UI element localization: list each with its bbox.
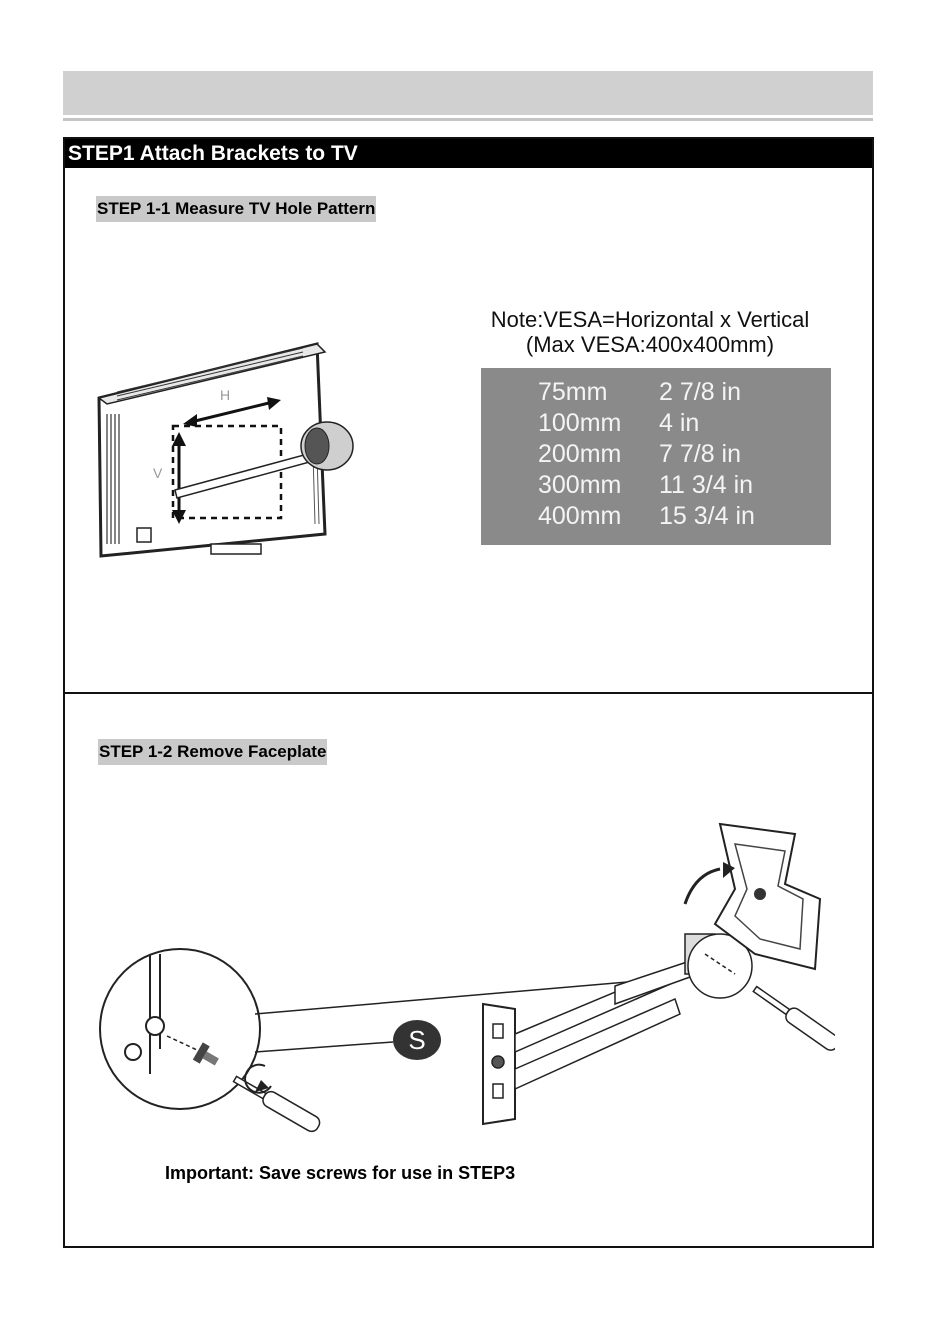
vesa-inch: 11 3/4 in (659, 471, 754, 499)
vesa-note-line2: (Max VESA:400x400mm) (525, 332, 775, 357)
step-1-1-label: STEP 1-1 Measure TV Hole Pattern (96, 196, 376, 222)
vesa-row (481, 439, 831, 470)
screw-badge-s: S (408, 1025, 426, 1055)
vesa-note (457, 307, 843, 357)
vesa-inch: 2 7/8 in (659, 378, 742, 406)
tv-back-illustration (93, 334, 368, 569)
vesa-row (481, 470, 831, 501)
vesa-mm: 400mm (538, 502, 622, 530)
vesa-row (481, 377, 831, 408)
step-header: STEP1 Attach Brackets to TV (65, 139, 872, 168)
v-label: V (153, 465, 163, 481)
important-note: Important: Save screws for use in STEP3 (165, 1163, 516, 1183)
step1-frame (63, 137, 874, 1248)
vesa-mm: 200mm (538, 440, 622, 468)
vesa-mm: 100mm (538, 409, 622, 437)
vesa-inch: 4 in (659, 409, 700, 437)
vesa-inch: 15 3/4 in (659, 502, 755, 530)
vesa-mm: 300mm (538, 471, 622, 499)
vesa-inch: 7 7/8 in (659, 440, 742, 468)
top-gray-bar (63, 71, 873, 115)
vesa-note-line1: Note:VESA=Horizontal x Vertical (490, 307, 810, 332)
vesa-mm: 75mm (538, 378, 608, 406)
top-rule (63, 118, 873, 121)
step-1-2-label: STEP 1-2 Remove Faceplate (98, 739, 327, 765)
section-divider (65, 692, 872, 694)
vesa-row (481, 501, 831, 532)
vesa-size-table (481, 368, 831, 545)
vesa-row (481, 408, 831, 439)
h-label: H (220, 387, 231, 403)
wall-mount-illustration (95, 804, 835, 1139)
